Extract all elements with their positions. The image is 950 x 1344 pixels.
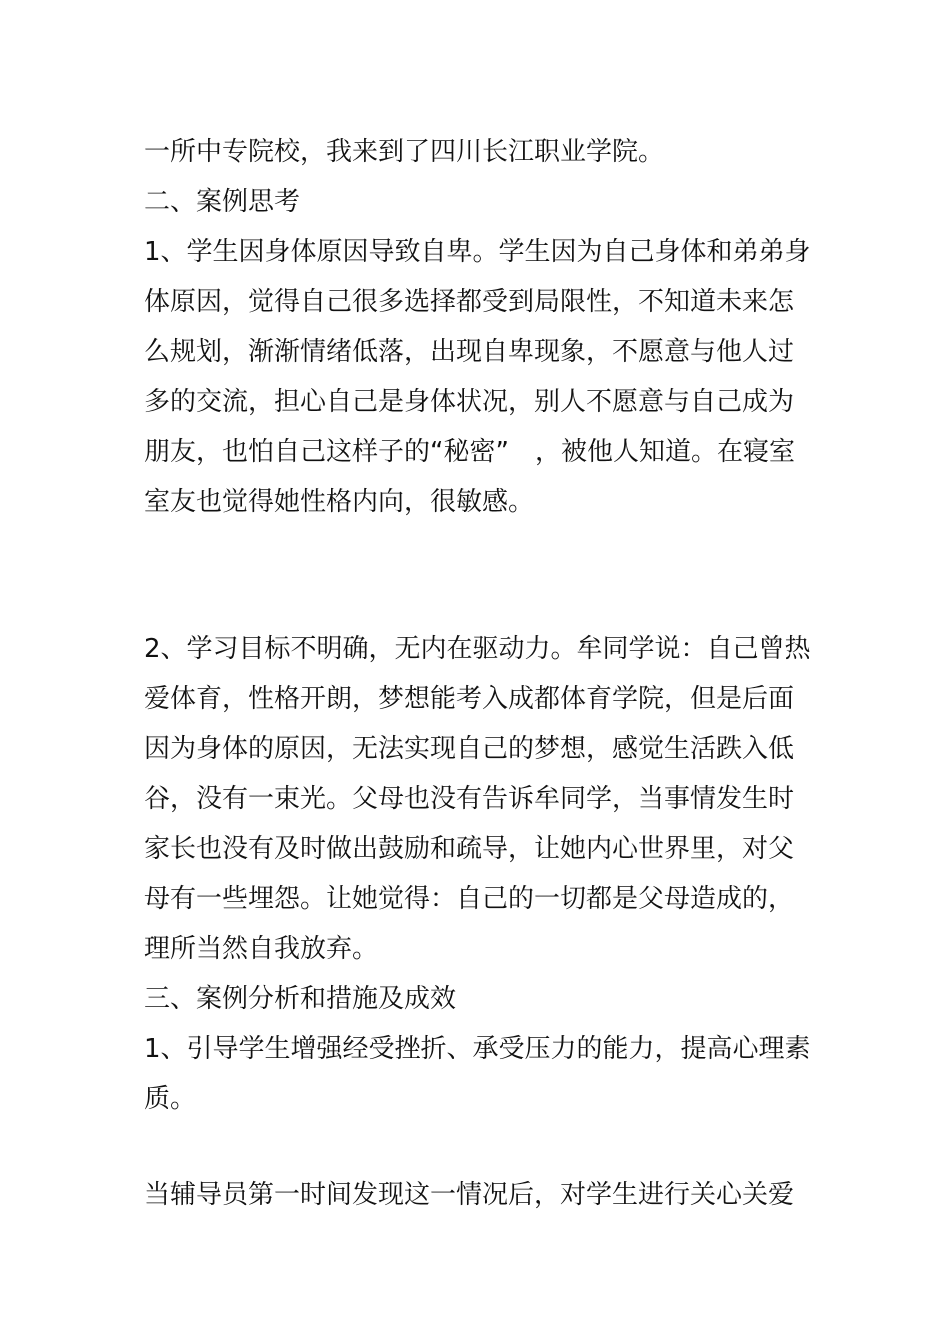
text-line: 2、学习目标不明确，无内在驱动力。牟同学说：自己曾热 <box>144 634 811 664</box>
text-line: 1、引导学生增强经受挫折、承受压力的能力，提高心理素 <box>144 1034 811 1064</box>
text-line: 么规划，渐渐情绪低落，出现自卑现象，不愿意与他人过 <box>144 337 795 367</box>
text-line: 家长也没有及时做出鼓励和疏导，让她内心世界里，对父 <box>144 834 795 864</box>
text-line: 体原因，觉得自己很多选择都受到局限性，不知道未来怎 <box>144 287 795 317</box>
text-line: 朋友，也怕自己这样子的“秘密” ，被他人知道。在寝室 <box>144 437 795 467</box>
section-heading: 二、案例思考 <box>144 187 301 217</box>
text-line: 当辅导员第一时间发现这一情况后，对学生进行关心关爱 <box>144 1180 795 1210</box>
text-line: 一所中专院校，我来到了四川长江职业学院。 <box>144 137 665 167</box>
text-block-bottom <box>144 1170 808 1220</box>
text-line: 爱体育，性格开朗，梦想能考入成都体育学院，但是后面 <box>144 684 795 714</box>
text-line: 室友也觉得她性格内向，很敏感。 <box>144 487 535 517</box>
text-line: 多的交流，担心自己是身体状况，别人不愿意与自己成为 <box>144 387 795 417</box>
section-heading: 三、案例分析和措施及成效 <box>144 984 457 1014</box>
text-line: 质。 <box>144 1084 197 1114</box>
text-line: 1、学生因身体原因导致自卑。学生因为自己身体和弟弟身 <box>144 237 811 267</box>
text-line: 因为身体的原因，无法实现自己的梦想，感觉生活跌入低 <box>144 734 795 764</box>
text-block-middle <box>144 624 811 1124</box>
text-line: 理所当然自我放弃。 <box>144 934 379 964</box>
text-line: 谷，没有一束光。父母也没有告诉牟同学，当事情发生时 <box>144 784 795 814</box>
text-block-top <box>144 127 811 527</box>
text-line: 母有一些埋怨。让她觉得：自己的一切都是父母造成的， <box>144 884 795 914</box>
